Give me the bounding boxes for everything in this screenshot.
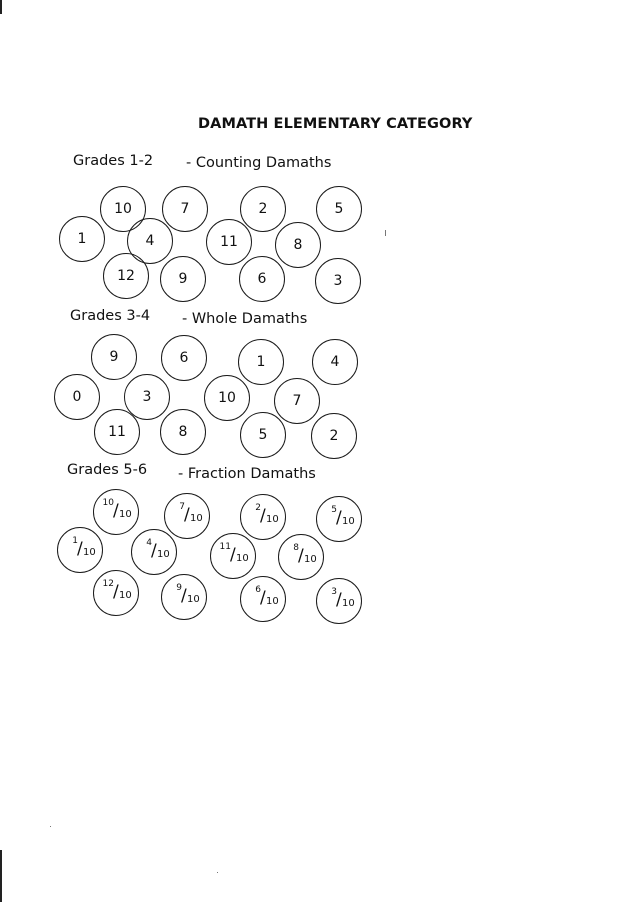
damath-piece	[316, 578, 362, 624]
fraction-denominator: 10	[266, 596, 279, 607]
damath-piece	[316, 496, 362, 542]
damath-piece	[240, 186, 286, 232]
fraction-value	[243, 587, 283, 611]
damath-piece	[94, 409, 140, 455]
fraction-slash: /	[298, 546, 304, 566]
damath-piece	[278, 534, 324, 580]
fraction-numerator: 9	[176, 583, 182, 593]
fraction-value	[96, 581, 136, 605]
piece-value: 6	[257, 271, 267, 287]
damath-piece	[54, 374, 100, 420]
fraction-slash: /	[113, 582, 119, 602]
fraction-slash: /	[77, 539, 83, 559]
fraction-numerator: 10	[102, 498, 114, 508]
piece-value: 2	[329, 428, 339, 444]
damath-piece	[162, 186, 208, 232]
fraction-slash: /	[181, 586, 187, 606]
damath-piece	[160, 409, 206, 455]
damath-piece	[315, 258, 361, 304]
piece-value: 9	[109, 349, 119, 365]
fraction-numerator: 2	[255, 503, 261, 513]
scan-edge-bottom	[0, 850, 2, 902]
damath-piece	[59, 216, 105, 262]
damath-piece	[91, 334, 137, 380]
fraction-value	[167, 504, 207, 528]
scan-speck	[217, 872, 218, 873]
fraction-denominator: 10	[266, 514, 279, 525]
damath-piece	[103, 253, 149, 299]
fraction-slash: /	[260, 506, 266, 526]
piece-value: 4	[145, 233, 155, 249]
piece-value: 3	[333, 273, 343, 289]
fraction-value	[319, 589, 359, 613]
damath-piece	[274, 378, 320, 424]
fraction-denominator: 10	[342, 598, 355, 609]
damath-piece	[93, 570, 139, 616]
damath-piece	[161, 574, 207, 620]
fraction-value	[134, 540, 174, 564]
fraction-slash: /	[151, 541, 157, 561]
fraction-denominator: 10	[342, 516, 355, 527]
damath-piece	[206, 219, 252, 265]
damath-piece	[316, 186, 362, 232]
fraction-numerator: 12	[102, 579, 114, 589]
fraction-denominator: 10	[190, 513, 203, 524]
grade-label: Grades 1-2	[73, 153, 154, 169]
fraction-denominator: 10	[83, 547, 96, 558]
piece-value: 9	[178, 271, 188, 287]
fraction-numerator: 11	[219, 542, 231, 552]
fraction-value	[319, 507, 359, 531]
fraction-numerator: 3	[331, 587, 337, 597]
fraction-value	[96, 500, 136, 524]
piece-value: 10	[218, 390, 236, 406]
damath-piece	[239, 256, 285, 302]
page-title: DAMATH ELEMENTARY CATEGORY	[198, 116, 473, 132]
damath-piece	[240, 576, 286, 622]
category-label: - Counting Damaths	[186, 155, 332, 171]
grade-label: Grades 3-4	[70, 308, 151, 324]
fraction-value	[164, 585, 204, 609]
fraction-numerator: 1	[72, 536, 78, 546]
piece-value: 1	[77, 231, 87, 247]
fraction-slash: /	[184, 505, 190, 525]
fraction-numerator: 8	[293, 543, 299, 553]
piece-value: 2	[258, 201, 268, 217]
piece-value: 1	[256, 354, 266, 370]
fraction-slash: /	[336, 508, 342, 528]
scan-edge-top	[0, 0, 2, 14]
fraction-denominator: 10	[119, 509, 132, 520]
damath-piece	[204, 375, 250, 421]
damath-piece	[164, 493, 210, 539]
fraction-slash: /	[113, 501, 119, 521]
damath-piece	[240, 412, 286, 458]
scan-speck	[385, 230, 386, 236]
fraction-denominator: 10	[187, 594, 200, 605]
category-label: - Fraction Damaths	[178, 466, 316, 482]
grade-label: Grades 5-6	[67, 462, 148, 478]
fraction-denominator: 10	[157, 549, 170, 560]
piece-value: 8	[293, 237, 303, 253]
damath-piece	[311, 413, 357, 459]
piece-value: 11	[108, 424, 126, 440]
damath-piece	[210, 533, 256, 579]
fraction-denominator: 10	[119, 590, 132, 601]
fraction-value	[60, 538, 100, 562]
category-label: - Whole Damaths	[182, 311, 308, 327]
fraction-slash: /	[230, 545, 236, 565]
damath-piece	[312, 339, 358, 385]
piece-value: 11	[220, 234, 238, 250]
piece-value: 12	[117, 268, 135, 284]
piece-value: 7	[292, 393, 302, 409]
damath-piece	[93, 489, 139, 535]
fraction-numerator: 6	[255, 585, 261, 595]
fraction-value	[281, 545, 321, 569]
piece-value: 3	[142, 389, 152, 405]
piece-value: 10	[114, 201, 132, 217]
piece-value: 5	[258, 427, 268, 443]
fraction-slash: /	[336, 590, 342, 610]
damath-piece	[160, 256, 206, 302]
damath-piece	[275, 222, 321, 268]
fraction-numerator: 4	[146, 538, 152, 548]
fraction-numerator: 7	[179, 502, 185, 512]
damath-piece	[240, 494, 286, 540]
fraction-value	[243, 505, 283, 529]
scan-speck	[50, 826, 51, 827]
piece-value: 4	[330, 354, 340, 370]
piece-value: 0	[72, 389, 82, 405]
fraction-numerator: 5	[331, 505, 337, 515]
damath-piece	[238, 339, 284, 385]
damath-piece	[161, 335, 207, 381]
fraction-slash: /	[260, 588, 266, 608]
damath-piece	[131, 529, 177, 575]
piece-value: 6	[179, 350, 189, 366]
fraction-denominator: 10	[236, 553, 249, 564]
piece-value: 5	[334, 201, 344, 217]
piece-value: 8	[178, 424, 188, 440]
fraction-value	[213, 544, 253, 568]
fraction-denominator: 10	[304, 554, 317, 565]
piece-value: 7	[180, 201, 190, 217]
damath-piece	[57, 527, 103, 573]
